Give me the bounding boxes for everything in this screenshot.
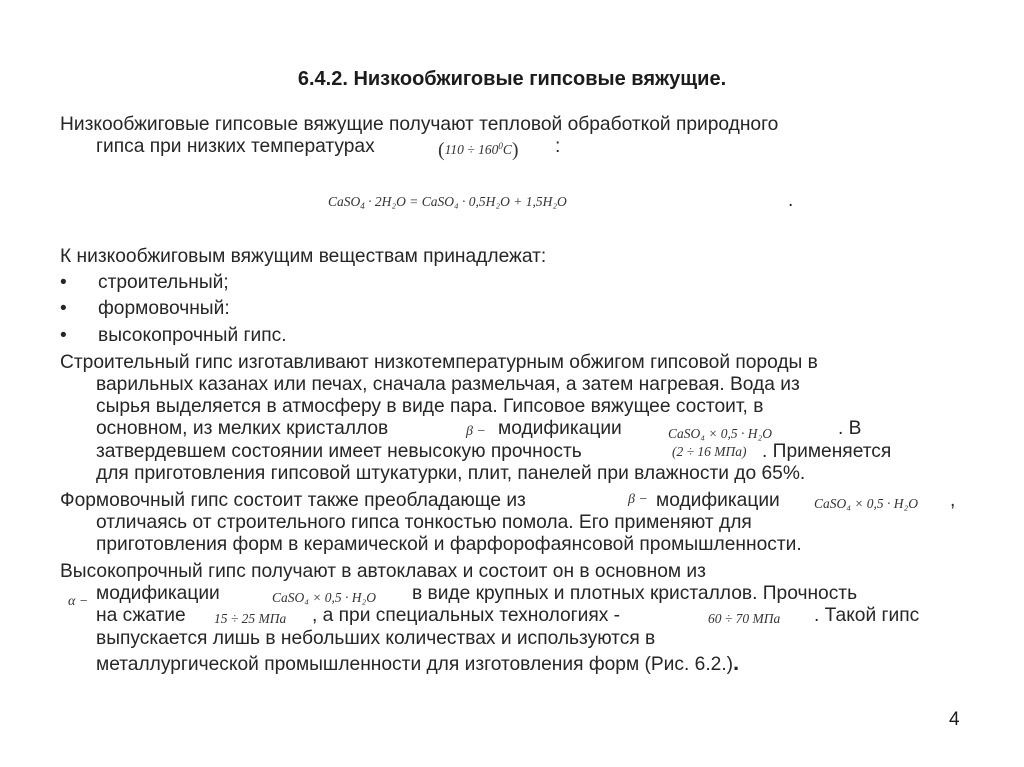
para1-line-4c: . В (838, 418, 862, 439)
para3-line-1: Высокопрочный гипс получают в автоклавах и состоит он в основном из (60, 561, 706, 582)
temperature-formula: $(110 \div 160^0C)$ (438, 139, 519, 161)
bullet-2: • (60, 298, 67, 319)
list-item: строительный; (98, 272, 229, 293)
para2-line-2: отличаясь от строительного гипса тонкостью помола. Его применяют для (96, 512, 752, 533)
para3-line-3a: на сжатие (96, 605, 186, 626)
strength-range-2: 60 ÷ 70 МПа (708, 611, 781, 626)
para2-line-1a: Формовочный гипс состоит также преобладающе из (60, 490, 526, 511)
strength-range: (2 ÷ 16 МПа) (672, 444, 747, 459)
para2-line-1c: , (950, 490, 956, 511)
para3-end-dot: . (733, 650, 740, 675)
reaction-part-1: CaSO (328, 194, 361, 209)
intro-colon: : (555, 136, 561, 157)
intro-line-2: гипса при низких температурах (96, 136, 375, 157)
alpha-symbol: α − (68, 594, 89, 609)
page-number: 4 (949, 709, 960, 730)
para1-line-6: для приготовления гипсовой штукатурки, плит, панелей при влажности до 65%. (96, 463, 806, 484)
strength-range-1: 15 ÷ 25 МПа (214, 611, 287, 626)
list-item: формовочный: (98, 298, 230, 319)
reaction-equation: CaSO$_4$ · 2H₂O = CaSO₄ · 0,5H₂O + 1,5H₂O (328, 194, 567, 211)
para1-line-3: сырья выделяется в атмосферу в виде пара. Гипсовое вяжущее состоит, в (96, 396, 764, 417)
para1-line-5a: затвердевшем состоянии имеет невысокую прочность (96, 441, 582, 462)
bullet-3: • (60, 325, 67, 346)
slide-title: 6.4.2. Низкообжиговые гипсовые вяжущие. (297, 68, 727, 90)
para1-line-2: варильных казанах или печах, сначала размельчая, а затем нагревая. Вода из (96, 374, 800, 395)
intro-line-1: Низкообжиговые гипсовые вяжущие получают тепловой обработкой природного (60, 114, 779, 135)
para1-line-4b: модификации (498, 418, 622, 439)
reaction-part-2: · 2H₂O = CaSO₄ · 0,5H₂O + 1,5H₂O (368, 194, 567, 209)
beta-symbol: β − (466, 424, 486, 439)
para1-line-4a: основном, из мелких кристаллов (96, 418, 389, 439)
beta-symbol: β − (628, 492, 648, 507)
para1-line-1: Строительный гипс изготавливают низкотемпературным обжигом гипсовой породы в (60, 352, 818, 373)
para3-line-5 (96, 652, 739, 676)
temperature-degree: 0 (498, 141, 503, 151)
para3-line-4: выпускается лишь в небольших количествах и используются в (96, 628, 656, 649)
para3-line-2b: в виде крупных и плотных кристаллов. Прочность (412, 583, 858, 604)
reaction-dot: . (788, 190, 794, 211)
para2-line-1b: модификации (656, 490, 780, 511)
gypsum-formula: CaSO₄ × 0,5 · H₂O (272, 590, 376, 605)
para1-line-5b: . Применяется (762, 441, 892, 462)
gypsum-formula: CaSO₄ × 0,5 · H₂O (668, 426, 772, 441)
bullet-1: • (60, 272, 67, 293)
temperature-unit: C (502, 142, 512, 157)
list-intro: К низкообжиговым вяжущим веществам принадлежат: (60, 246, 547, 267)
para3-line-2a: модификации (96, 583, 220, 604)
para3-line-3b: , а при специальных технологиях - (312, 605, 621, 626)
gypsum-formula: CaSO₄ × 0,5 · H₂O (814, 496, 918, 511)
temperature-range: 110 ÷ 160 (444, 142, 499, 157)
list-item: высокопрочный гипс. (98, 325, 287, 346)
para3-line-5-text: металлургической промышленности для изготовления форм (Рис. 6.2.) (96, 654, 734, 675)
para2-line-3: приготовления форм в керамической и фарфорофаянсовой промышленности. (96, 534, 802, 555)
para3-line-3c: . Такой гипс (814, 605, 920, 626)
